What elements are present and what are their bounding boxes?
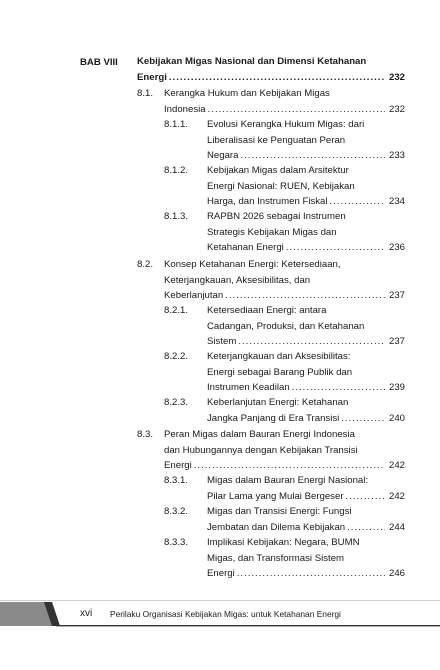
- section-number: 8.1.2.: [164, 165, 189, 176]
- leader-dots: [341, 411, 385, 427]
- toc-entry-last-text: Keberlanjutan: [164, 290, 224, 302]
- section-number: 8.3.2.: [164, 506, 189, 517]
- leader-dots: [286, 240, 385, 256]
- leader-dots: [330, 194, 385, 210]
- footer-book-title: Perilaku Organisasi Kebijakan Migas: untuk Ketahanan Energi: [110, 609, 341, 619]
- toc-entry-8-1-1[interactable]: [164, 117, 405, 164]
- toc-entry-last-text: Pilar Lama yang Mulai Bergeser: [207, 490, 344, 502]
- section-number: 8.2.3.: [164, 397, 189, 408]
- section-number: 8.1.: [137, 88, 154, 99]
- toc-entry-line: Konsep Ketahanan Energi: Ketersediaan,: [164, 259, 341, 270]
- toc-entry-8-3[interactable]: [137, 427, 405, 474]
- toc-entry-8-2-2[interactable]: [164, 349, 405, 396]
- toc-entry-line: Migas, dan Transformasi Sistem: [207, 552, 345, 564]
- page-footer: [0, 600, 440, 628]
- toc-entry-line: Strategis Kebijakan Migas dan: [207, 226, 337, 238]
- toc-page-number: 242: [388, 460, 405, 472]
- toc-entry-line: Kebijakan Migas Nasional dan Dimensi Ketahanan: [137, 56, 367, 67]
- toc-page-number: 232: [388, 71, 405, 83]
- toc-page-number: 234: [388, 196, 405, 208]
- leader-dots: [238, 334, 385, 350]
- toc-page-number: 240: [388, 412, 405, 424]
- toc-entry-last-text: Jembatan dan Dilema Kebijakan: [207, 521, 346, 533]
- toc-page-number: 244: [388, 521, 405, 533]
- toc-entry-line: Keterjangkauan, Aksesibilitas, dan: [164, 274, 311, 286]
- toc-entry-last-text: Energi: [137, 71, 167, 83]
- toc-page-number: 237: [388, 290, 405, 302]
- leader-dots: [225, 288, 385, 304]
- section-number: 8.3.1.: [164, 475, 189, 486]
- toc-entry-line: Implikasi Kebijakan: Negara, BUMN: [207, 537, 360, 548]
- toc-entry-8-1-3[interactable]: [164, 209, 405, 256]
- toc-entry-line: Evolusi Kerangka Hukum Migas: dari: [207, 119, 365, 130]
- toc-entry-last-text: Ketahanan Energi: [207, 242, 284, 254]
- toc-entry-line: Peran Migas dalam Bauran Energi Indonesia: [164, 429, 355, 440]
- toc-entry-line: Cadangan, Produksi, dan Ketahanan: [207, 320, 365, 332]
- toc-entry-last-text: Instrumen Keadilan: [207, 382, 290, 394]
- toc-entry-last-text: Energi: [164, 460, 192, 472]
- leader-dots: [237, 566, 385, 582]
- toc-entry-8-3-2[interactable]: [164, 504, 405, 535]
- leader-dots: [347, 520, 385, 536]
- toc-page-number: 232: [388, 103, 405, 115]
- toc-entry-line: Ketersediaan Energi: antara: [207, 305, 327, 316]
- toc-page-number: 242: [388, 490, 405, 502]
- toc-entry-8-2-1[interactable]: [164, 303, 405, 350]
- toc-entry-line: dan Hubungannya dengan Kebijakan Transisi: [164, 444, 358, 456]
- toc-entry-8-2[interactable]: [137, 257, 405, 304]
- toc-entry-line: Energi Nasional: RUEN, Kebijakan: [207, 180, 355, 192]
- section-number: 8.1.3.: [164, 211, 189, 222]
- toc-page-number: 237: [388, 336, 405, 348]
- leader-dots: [194, 458, 385, 474]
- section-number: 8.3.: [137, 429, 154, 440]
- toc-entry-last-text: Energi: [207, 568, 235, 580]
- toc-page-number: 239: [388, 382, 405, 394]
- toc-entry-line: Keberlanjutan Energi: Ketahanan: [207, 397, 349, 408]
- section-number: 8.2.2.: [164, 351, 189, 362]
- leader-dots: [292, 380, 385, 396]
- toc-entry-8-1-2[interactable]: [164, 163, 405, 210]
- leader-dots: [240, 148, 385, 164]
- toc-entry-line: Keterjangkauan dan Aksesibilitas:: [207, 351, 351, 362]
- toc-entry-line: Liberalisasi ke Penguatan Peran: [207, 134, 346, 146]
- section-number: 8.3.3.: [164, 537, 189, 548]
- section-number: 8.2.: [137, 259, 154, 270]
- toc-page-number: 236: [388, 242, 405, 254]
- section-number: 8.2.1.: [164, 305, 189, 316]
- leader-dots: [169, 70, 385, 86]
- section-number: 8.1.1.: [164, 119, 189, 130]
- toc-entry-last-text: Harga, dan Instrumen Fiskal: [207, 196, 328, 208]
- toc-entry-line: Migas dalam Bauran Energi Nasional:: [207, 475, 369, 486]
- toc-entry-last-text: Indonesia: [164, 103, 206, 115]
- toc-entry-8-3-3[interactable]: [164, 535, 405, 582]
- footer-page-number: xvi: [80, 608, 93, 619]
- chapter-label: BAB VIII: [80, 57, 118, 68]
- toc-entry-line: RAPBN 2026 sebagai Instrumen: [207, 211, 346, 222]
- toc-entry-line: Energi sebagai Barang Publik dan: [207, 366, 353, 378]
- toc-entry-line: Migas dan Transisi Energi: Fungsi: [207, 506, 352, 517]
- leader-dots: [346, 489, 385, 505]
- toc-page-number: 233: [388, 150, 405, 162]
- toc-entry-line: Kebijakan Migas dalam Arsitektur: [207, 165, 349, 176]
- toc-entry-last-text: Sistem: [207, 336, 237, 348]
- toc-entry-8-1[interactable]: [137, 86, 405, 117]
- toc-entry-last-text: Jangka Panjang di Era Transisi: [207, 412, 340, 424]
- leader-dots: [208, 102, 385, 118]
- toc-page-number: 246: [388, 568, 405, 580]
- toc-entry-line: Kerangka Hukum dan Kebijakan Migas: [164, 88, 330, 99]
- toc-entry-8-2-3[interactable]: [164, 395, 405, 426]
- toc-entry-8-3-1[interactable]: [164, 473, 405, 504]
- toc-entry-chapter[interactable]: [137, 54, 405, 85]
- toc-entry-last-text: Negara: [207, 150, 239, 162]
